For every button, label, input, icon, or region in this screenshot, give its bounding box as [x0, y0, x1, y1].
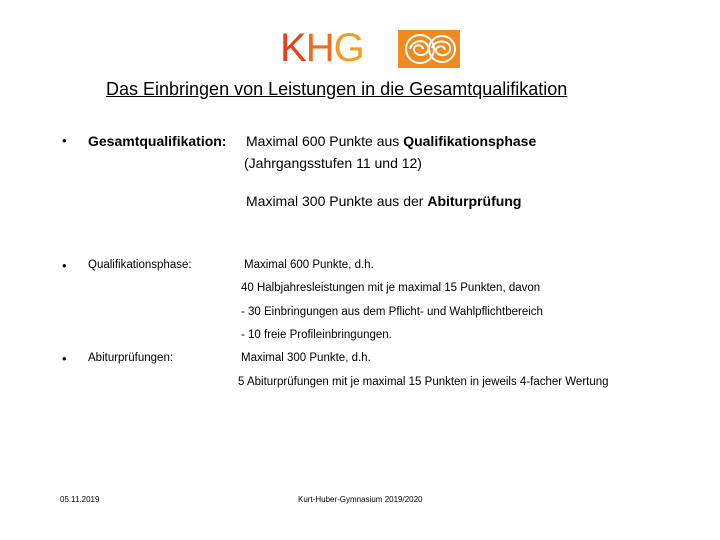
section3-line: 5 Abiturprüfungen mit je maximal 15 Punkten in jeweils 4-facher Wertung — [238, 376, 609, 388]
logo-letter-g: G — [333, 26, 364, 70]
section2-line: 40 Halbjahresleistungen mit je maximal 15 Punkten, davon — [241, 282, 541, 294]
logo-wordmark — [280, 28, 364, 68]
section2-label: Qualifikationsphase: — [88, 259, 192, 271]
logo-letter-h: H — [305, 26, 334, 70]
section2-line: - 10 freie Profileinbringungen. — [241, 329, 392, 341]
section2-line: Maximal 600 Punkte, d.h. — [244, 259, 374, 271]
bullet: • — [62, 258, 67, 273]
section1-line2: (Jahrgangsstufen 11 und 12) — [244, 155, 422, 171]
footer-school: Kurt-Huber-Gymnasium 2019/2020 — [298, 495, 423, 504]
section3-line: Maximal 300 Punkte, d.h. — [241, 352, 371, 364]
section3-label: Abiturprüfungen: — [88, 352, 174, 364]
section1-line3: Maximal 300 Punkte aus der Abiturprüfung — [246, 193, 522, 209]
khg-logo — [280, 26, 460, 70]
rose-icon — [398, 30, 460, 68]
bullet: • — [62, 351, 67, 366]
logo-letter-k: K — [280, 26, 306, 70]
page-title: Das Einbringen von Leistungen in die Gesamtqualifikation — [106, 79, 568, 99]
section2-line: - 30 Einbringungen aus dem Pflicht- und Wahlpflichtbereich — [241, 306, 543, 318]
bullet: • — [62, 133, 67, 148]
footer-date: 05.11.2019 — [60, 495, 100, 504]
section1-line1: Maximal 600 Punkte aus Qualifikationsphase — [246, 133, 537, 149]
section1-label: Gesamtqualifikation: — [88, 133, 227, 149]
